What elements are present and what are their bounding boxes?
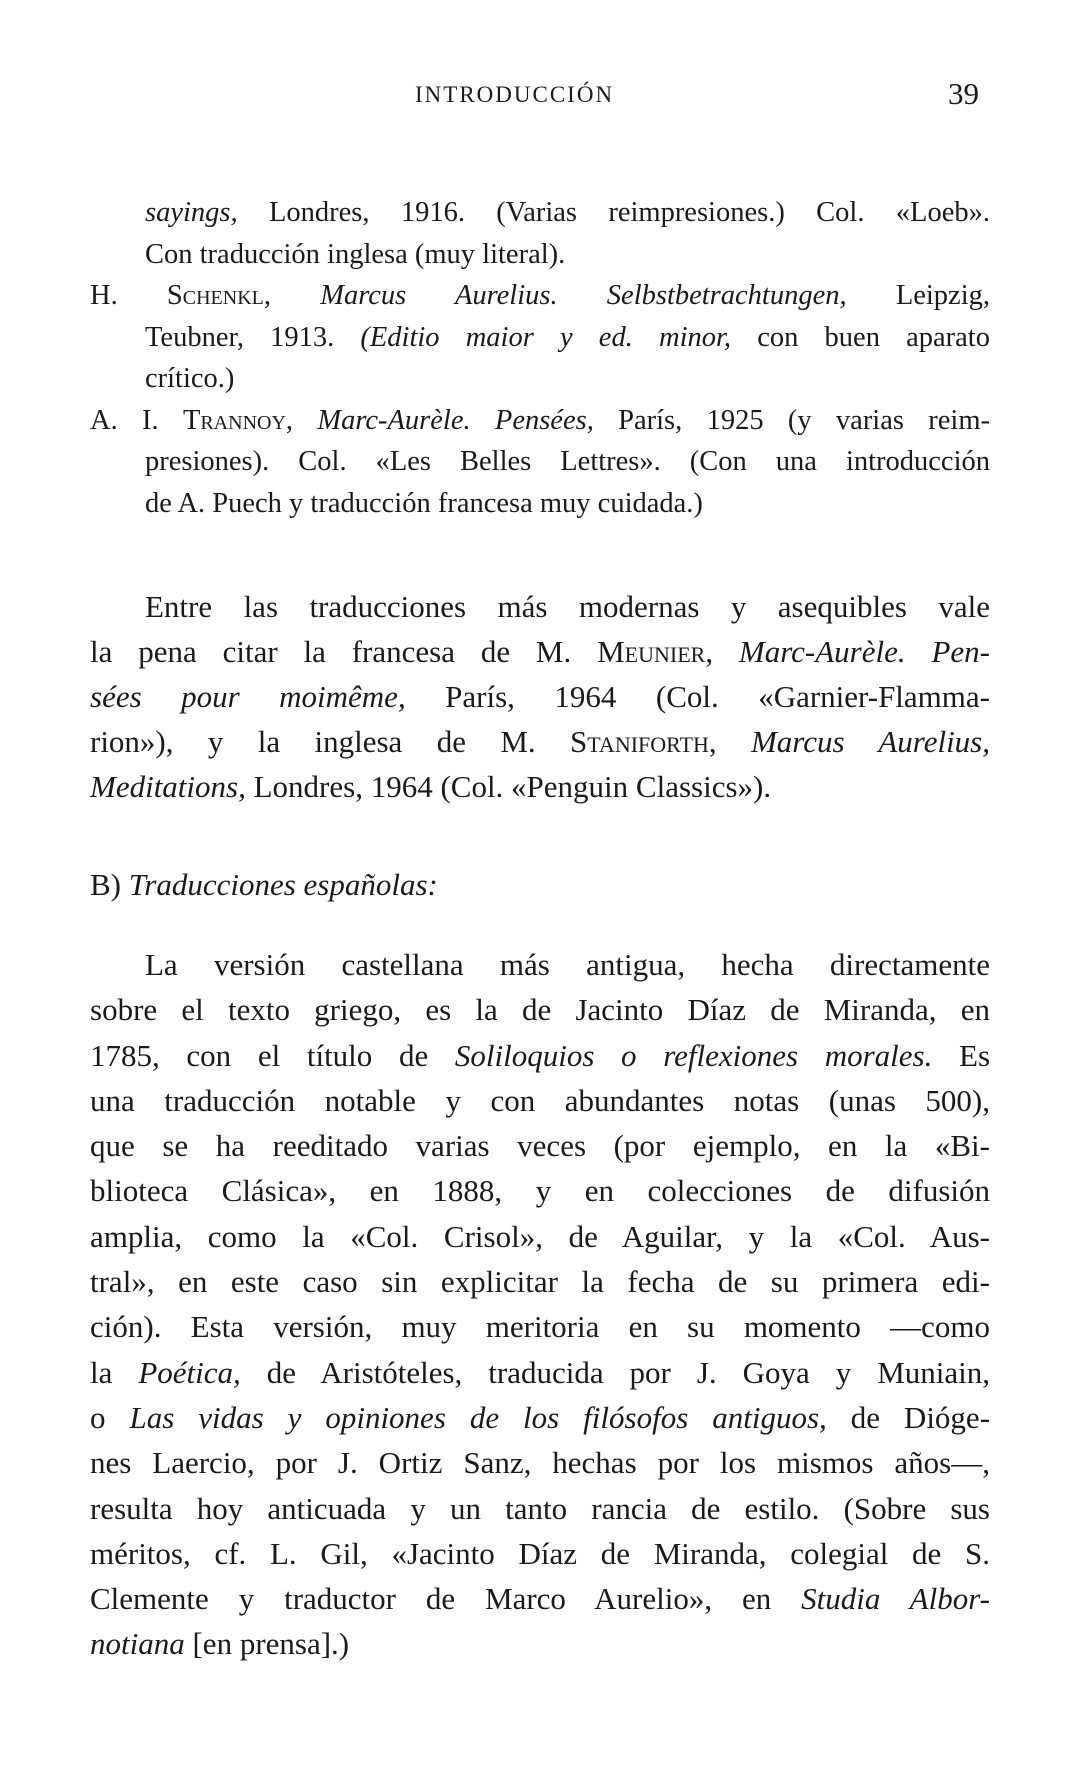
bib-title: Marcus Aurelius. Selbstbetrachtungen, bbox=[320, 280, 847, 311]
bib-entry-trannoy: A. I. Trannoy, Marc-Aurèle. Pensées, París, 1925 (y varias reim- presiones). Col. «Les Belles Lettres». (Con una introducción de A. Puech y traducción francesa muy cuidada.) bbox=[90, 404, 990, 519]
paragraph-spanish-translations: La versión castellana más antigua, hecha directamente sobre el texto griego, es la de Jacinto Díaz de Miranda, en 1785, con el título de Soliloquios o reflexiones morales. Es una traducción notable y con abundantes notas (unas 500), que se ha reeditado varias veces (por ejemplo, en la «Bi- blioteca Clásica», en 1888, y en colecciones de difusión amplia, como la «Col. Crisol», de Aguilar, y la «Col. Aus- tral», en este caso sin explicitar la fecha de su primera edi- ción). Esta versión, muy meritoria en su momento —como la Poética, de Aristóteles, traducida por J. Goya y Muniain, o Las vidas y opiniones de los filósofos antiguos, de Dióge- nes Laercio, por J. Ortiz Sanz, hechas por los mismos años—, resulta hoy anticuada y un tanto rancia de estilo. (Sobre sus méritos, cf. L. Gil, «Jacinto Díaz de Miranda, colegial de S. Clemente y traductor de Marco Aurelio», en Studia Albor- notiana [en prensa].) bbox=[90, 947, 991, 1662]
bib-title: Marc-Aurèle. Pensées, bbox=[317, 404, 594, 436]
section-title: Traducciones españolas: bbox=[128, 867, 438, 902]
section-marker: B) bbox=[90, 867, 129, 902]
author-name: Staniforth bbox=[570, 724, 709, 759]
bib-entry-schenkl: H. Schenkl, Marcus Aurelius. Selbstbetrachtungen, Leipzig, Teubner, 1913. (Editio maior y ed. minor, con buen aparato crítico.) bbox=[90, 280, 991, 394]
paragraph-modern-translations: Entre las traducciones más modernas y asequibles vale la pena citar la francesa de M. Meunier, Marc-Aurèle. Pen- sées pour moimême, París, 1964 (Col. «Garnier-Flamma- rion»), y la inglesa de M. Staniforth, Marcus Aurelius, Meditations, Londres, 1964 (Col. «Penguin Classics»). bbox=[90, 589, 990, 804]
author-name: Schenkl bbox=[166, 280, 264, 311]
author-name: Trannoy bbox=[182, 404, 286, 436]
page-header bbox=[0, 76, 1080, 122]
bib-title: sayings, bbox=[145, 197, 238, 228]
running-head: INTRODUCCIÓN bbox=[415, 82, 615, 107]
author-name: Meunier bbox=[597, 634, 706, 669]
bib-entry-loeb: sayings, Londres, 1916. (Varias reimpresiones.) Col. «Loeb». Con traducción inglesa (muy literal). bbox=[145, 197, 990, 270]
page-number: 39 bbox=[948, 76, 979, 111]
section-heading bbox=[90, 862, 990, 907]
bibliography-list bbox=[90, 192, 990, 524]
